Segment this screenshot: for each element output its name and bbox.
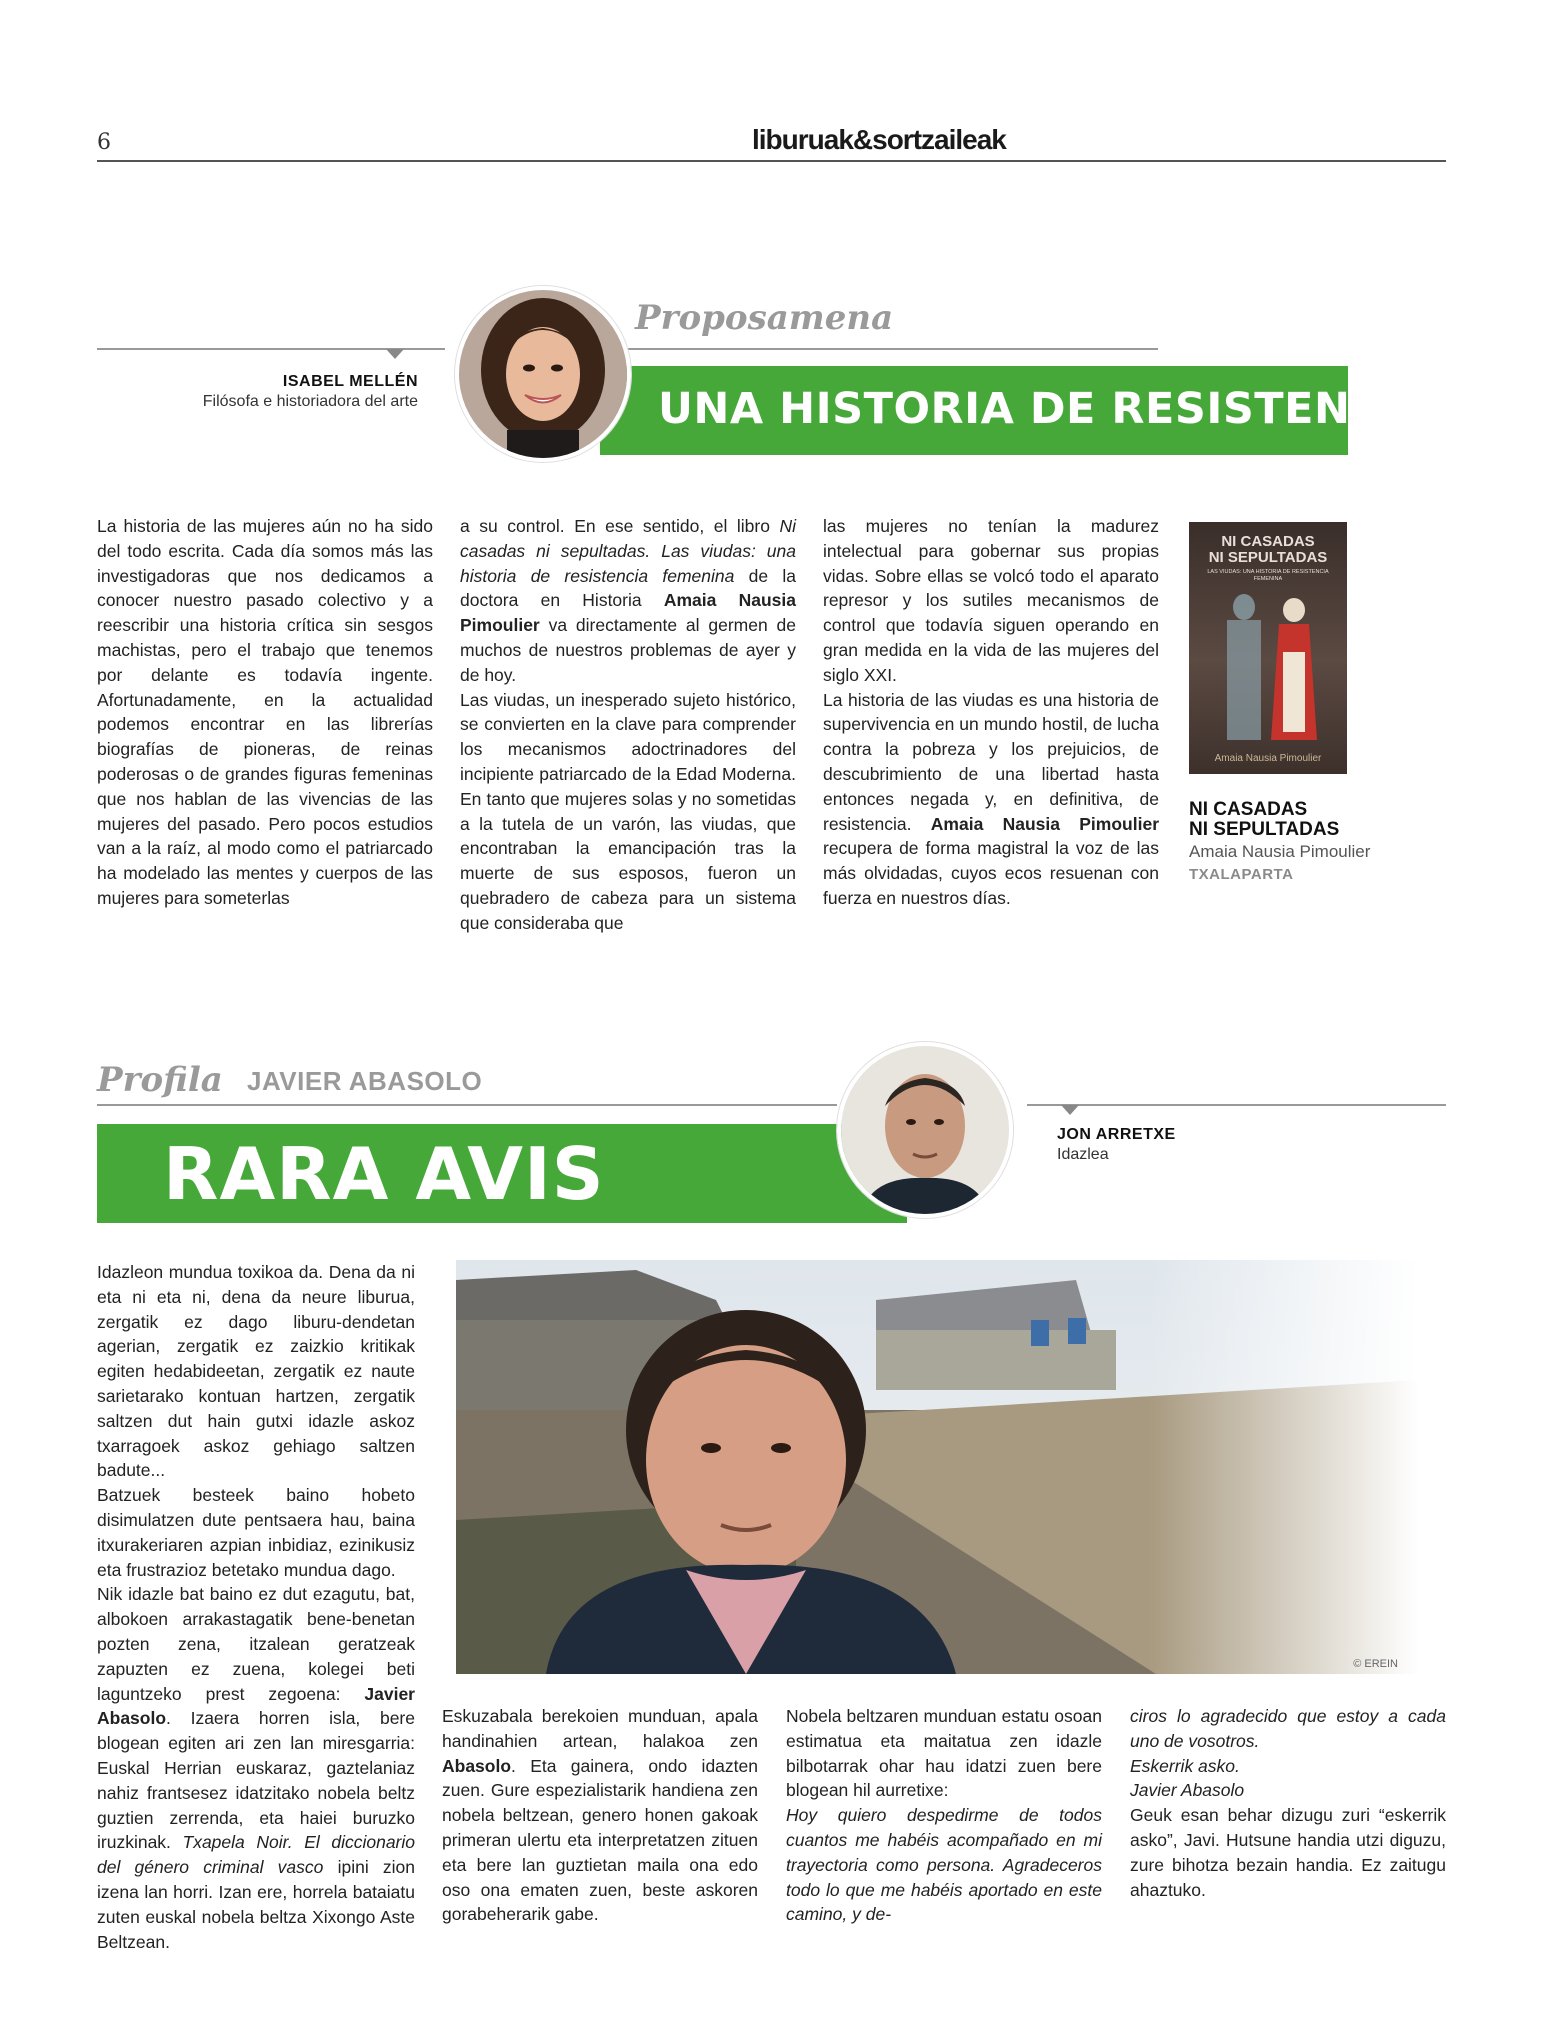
profile-col3-paragraph-1: Nobela beltzaren munduan estatu osoan estimatua eta maitatua zen idazle bilbotarrak ohar hau idatzi zuen bere blogean hil aurretixe: (786, 1706, 1102, 1801)
author-pointer-icon (386, 349, 404, 359)
book-title (1189, 800, 1339, 840)
profile-col1-paragraph-2: Batzuek besteek baino hobeto disimulatzen dute pentsaera hau, baina itxurakeriaren azpian inbidiaz, ezinikusiz eta frustrazioz betetako mundua dago. (97, 1485, 415, 1580)
proposal-title: UNA HISTORIA DE RESISTENCIA (658, 384, 1433, 434)
profile-col3-quote: Hoy quiero despedirme de todos cuantos me habéis acompañado en mi trayectoria como persona. Agradeceros todo lo que me habéis aportado en este camino, y de- (786, 1805, 1102, 1925)
book-title-inline: Ni casadas ni sepultadas. Las viudas: una historia de resistencia femenina (460, 516, 796, 586)
profile-column-3 (786, 1704, 1102, 1927)
proposal-col3-paragraph-1: las mujeres no tenían la madurez intelectual para gobernar sus propias vidas. Sobre ellas se volcó todo el aparato represor y los sutiles mecanismos de control que todavía siguen operando en gran medida en la vida de las mujeres del siglo XXI. (823, 516, 1159, 685)
profile-author-name: JON ARRETXE (1057, 1126, 1176, 1143)
profile-col1-paragraph-1: Idazleon mundua toxikoa da. Dena da ni eta ni eta ni, dena da neure liburua, zergatik ez dago liburu-dendetan agerian, zergatik ez zaizkio kritikak egiten hedabideetan, zergatik ez naute sarietarako kontuan hartzen, zergatik saltzen dut hain gutxi idazle askoz txarragoek askoz gehiago saltzen badute... (97, 1262, 415, 1481)
proposal-col2-text-a: a su control. En ese sentido, el libro (460, 516, 780, 536)
profile-author-portrait (837, 1042, 1013, 1218)
proposal-author-role: Filósofa e historiadora del arte (202, 393, 418, 410)
profile-photo (456, 1260, 1418, 1674)
profile-col4-quote-end: ciros lo agradecido que estoy a cada uno de vosotros. (1130, 1706, 1446, 1751)
cover-subtitle: LAS VIUDAS: UNA HISTORIA DE RESISTENCIA FEMENINA (1207, 569, 1329, 582)
profile-col4-signature: Javier Abasolo (1130, 1780, 1245, 1801)
book-title-line-2: NI SEPULTADAS (1189, 819, 1340, 840)
book-cover (1189, 522, 1347, 774)
proposal-col2-text-c: de la doctora en Historia (460, 565, 797, 611)
author-name-inline: Amaia Nausia Pimoulier (460, 590, 796, 636)
subject-name-inline: Javier Abasolo (97, 1683, 415, 1729)
man-portrait-image (841, 1046, 1009, 1214)
proposal-author-name: ISABEL MELLÉN (282, 373, 418, 390)
proposal-column-3 (823, 514, 1159, 911)
woman-portrait-image (459, 290, 627, 458)
proposal-col3-text-a: La historia de las viudas es una historia de supervivencia en un mundo hostil, de lucha contra la pobreza y los prejuicios, de descubrimiento de una libertad hasta entonces negada y, en definitiva, de resistencia. (823, 689, 1159, 834)
profile-col4-thanks: Eskerrik asko. (1130, 1755, 1240, 1776)
profile-col2-text-a: Eskuzabala berekoien munduan, apala handinahien artean, halakoa zen (442, 1706, 758, 1751)
author-pointer-icon-2 (1061, 1105, 1079, 1115)
proposal-column-1 (97, 514, 433, 911)
cover-title-line-2: NI SEPULTADAS (1208, 549, 1328, 566)
proposal-col2-paragraph-2: Las viudas, un inesperado sujeto histórico, se convierten en la clave para comprender los mecanismos adoctrinadores del incipiente patriarcado de la Edad Moderna. En tanto que mujeres solas y no sometidas a la tutela de un varón, las viudas, que encontraban la emancipación tras la muerte de sus esposos, fueron un quebradero de cabeza para un sistema que consideraba que (460, 689, 796, 933)
proposal-col3-paragraph-2 (823, 688, 1159, 911)
man-by-sea-wall-photo (456, 1260, 1418, 1674)
profile-kicker: Profila (97, 1060, 223, 1100)
proposal-col1-text: La historia de las mujeres aún no ha sido del todo escrita. Cada día somos más las investigadoras que nos dedicamos a conocer nuestro pasado colectivo y a reescribir una historia crítica sin sesgos machistas, pero el trabajo que tenemos por delante es todavía ingente. Afortunadamente, en la actualidad podemos encontrar en las librerías biografías de pioneras, de reinas poderosas o de grandes figuras femeninas que nos hablan de las vivencias de las mujeres del pasado. Pero pocos estudios van a la raíz, al modo como el patriarcado ha modelado las mentes y cuerpos de las mujeres para someterlas (97, 516, 433, 908)
photo-credit: © EREIN (1353, 1658, 1398, 1670)
proposal-kicker-rule (628, 348, 1158, 350)
profile-col2-text-c: . Eta gainera, ondo idazten zuen. Gure espezialistarik handiena zen nobela beltzean, genero honen gakoak primeran ulertu eta interpretatzen zituen eta bere lan guztietan maila ona edo oso ona ematen zuen, beste askoren gorabeherarik gabe. (442, 1755, 758, 1925)
subject-surname-inline: Abasolo (442, 1755, 512, 1776)
book-publisher: TXALAPARTA (1189, 866, 1294, 883)
profile-column-1 (97, 1260, 415, 1954)
cover-title-line-1: NI CASADAS (1221, 533, 1315, 550)
profile-kicker-rule (97, 1104, 837, 1106)
profile-col1-text-a: Nik idazle bat baino ez dut ezagutu, bat, albokoen arrakastagatik bene-benetan pozten zena, itzalean geratzeak zapuzten ez zuena, kolegei beti laguntzeko prest zegoena: (97, 1584, 415, 1704)
profile-col2-paragraph (442, 1704, 758, 1927)
page-number: 6 (97, 130, 111, 155)
proposal-col3-text-c: recupera de forma magistral la voz de las más olvidadas, cuyos ecos resuenan con fuerza en nuestros días. (823, 838, 1159, 908)
proposal-title-bar (600, 366, 1433, 455)
author-name-inline-2: Amaia Nausia Pimoulier (930, 813, 1159, 834)
cover-illustration (1199, 582, 1339, 742)
profile-col1-text-c: . Izaera horren isla, bere blogean egiten ari zen lan miresgarria: Euskal Herrian euskaraz, gaztelaniaz nahiz frantsesez idatzitako nobela beltz guztien zerrenda, eta haiei buruzko iruzkinak. (97, 1708, 415, 1853)
publication-title: liburuak&sortzaileak (752, 124, 1006, 155)
profile-subject: JAVIER ABASOLO (247, 1066, 483, 1096)
header-rule (97, 160, 1446, 162)
book-title-line-1: NI CASADAS (1189, 799, 1308, 820)
profile-col1-text-e: ipini zion izena lan horri. Izan ere, horrela bataiatu zuten euskal nobela beltza Xixongo Aste Beltzean. (97, 1857, 415, 1952)
profile-title: RARA AVIS (163, 1132, 605, 1216)
profile-column-4 (1130, 1704, 1446, 1902)
profile-col4-closing: Geuk esan behar dizugu zuri “eskerrik asko”, Javi. Hutsune handia utzi diguzu, zure bihotza bezain handia. Ez zaitugu ahaztuko. (1130, 1805, 1446, 1900)
cover-author: Amaia Nausia Pimoulier (1214, 753, 1322, 764)
proposal-col2-paragraph-1 (460, 514, 796, 688)
proposal-col2-text-e: va directamente al germen de muchos de nuestros problemas de ayer y de hoy. (460, 615, 796, 685)
dictionary-title-inline: Txapela Noir. El diccionario del género criminal vasco (97, 1832, 416, 1878)
proposal-kicker: Proposamena (635, 298, 894, 338)
profile-title-bar (97, 1124, 907, 1223)
book-author: Amaia Nausia Pimoulier (1189, 842, 1371, 861)
proposal-author-portrait (455, 286, 631, 462)
proposal-column-2 (460, 514, 796, 936)
profile-author-rule (1027, 1104, 1446, 1106)
profile-author-role: Idazlea (1057, 1146, 1109, 1163)
profile-column-2 (442, 1704, 758, 1927)
profile-col1-paragraph-3 (97, 1582, 415, 1954)
